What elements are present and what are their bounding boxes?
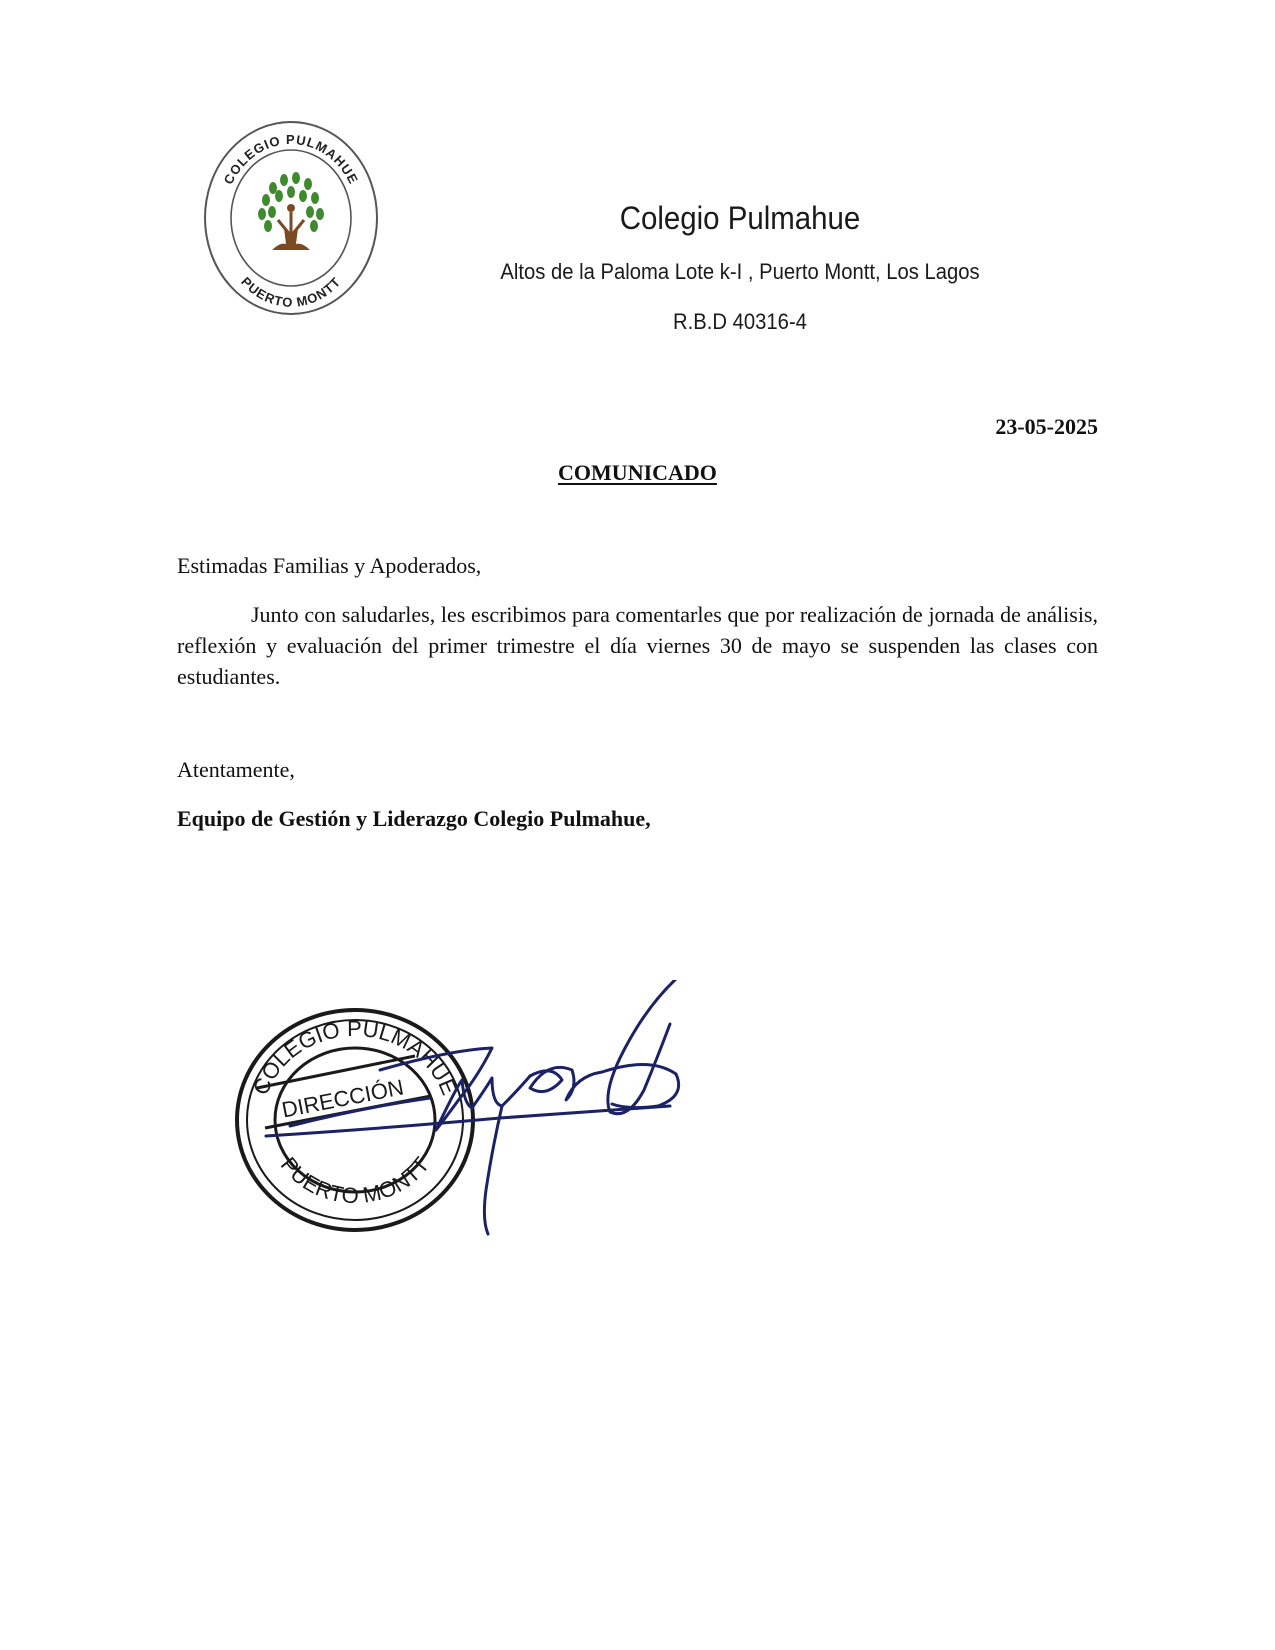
handwritten-signature xyxy=(230,980,730,1260)
tree-icon xyxy=(258,172,324,250)
stamp-bottom-text: PUERTO MONTT xyxy=(275,1152,435,1209)
stamp-top-text: COLEGIO PULMAHUE xyxy=(247,1015,463,1099)
logo-bottom-text: PUERTO MONTT xyxy=(238,273,344,310)
salutation: Estimadas Familias y Apoderados, xyxy=(177,553,482,578)
school-address: Altos de la Paloma Lote k-I , Puerto Montt, Los Lagos xyxy=(500,259,980,284)
school-name: Colegio Pulmahue xyxy=(619,200,861,236)
document-date: 23-05-2025 xyxy=(995,414,1098,439)
document-title: COMUNICADO xyxy=(558,460,717,485)
stamp-center-text: DIRECCIÓN xyxy=(279,1074,406,1123)
school-logo xyxy=(200,116,382,320)
signatory: Equipo de Gestión y Liderazgo Colegio Pulmahue, xyxy=(177,806,651,831)
logo-top-text: COLEGIO PULMAHUE xyxy=(220,131,362,187)
body-paragraph: Junto con saludarles, les escribimos para comentarles que por realización de jornada de análisis, reflexión y evaluación del primer trimestre el día viernes 30 de mayo se suspenden las clases con estudiantes. xyxy=(177,602,1098,689)
closing: Atentamente, xyxy=(177,757,295,782)
school-rbd: R.B.D 40316-4 xyxy=(673,309,807,334)
